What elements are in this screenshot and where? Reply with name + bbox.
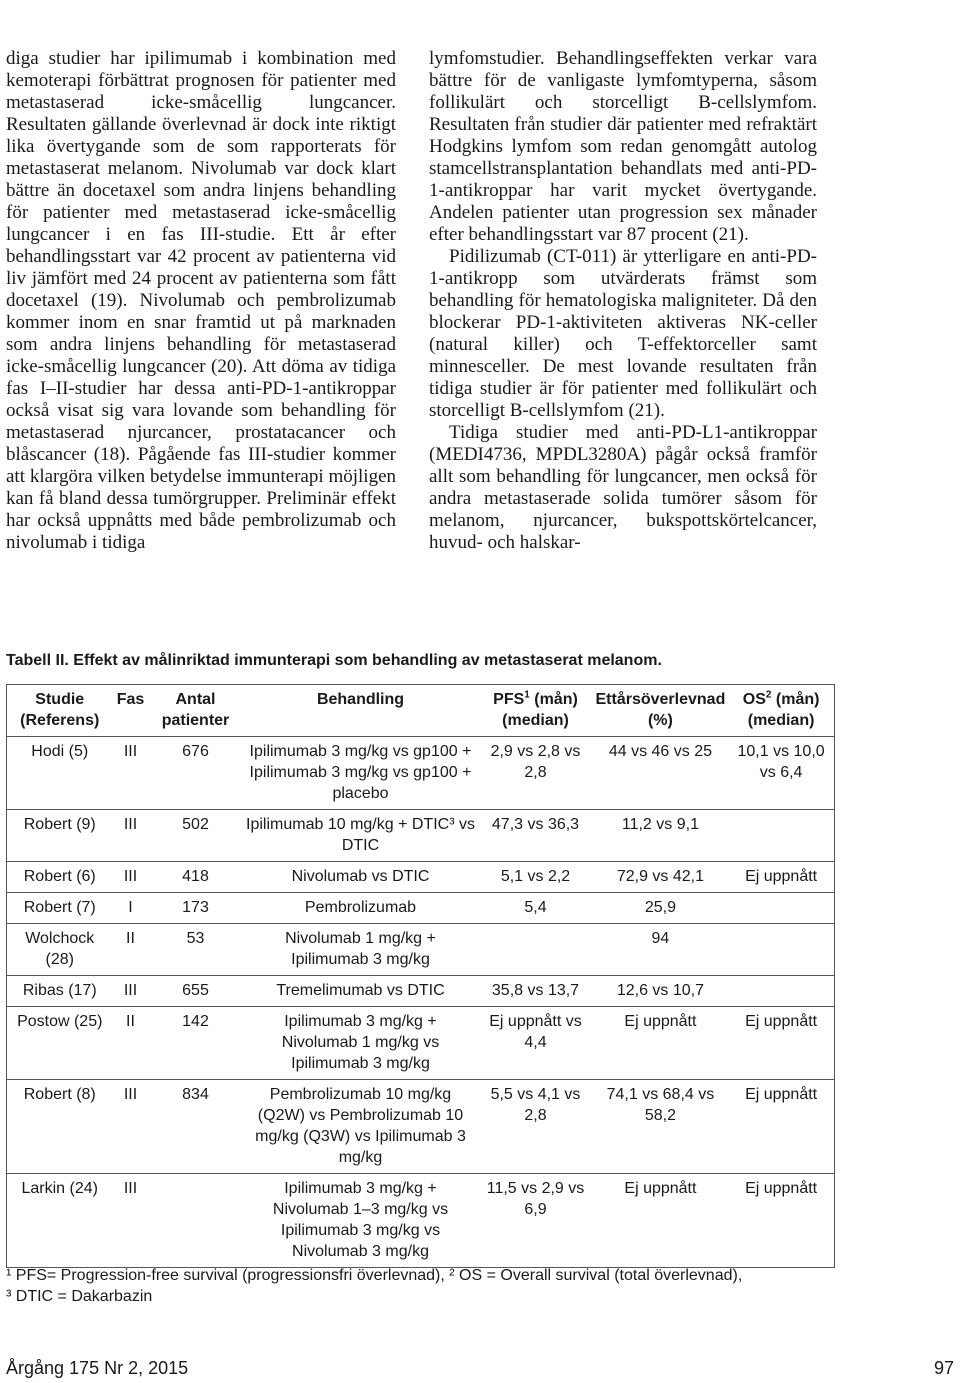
- table-cell-ettar: Ej uppnått: [593, 1007, 729, 1080]
- table-footnote: [6, 1265, 906, 1307]
- table-cell-antal: 676: [149, 737, 243, 810]
- table-cell-pfs: Ej uppnått vs 4,4: [479, 1007, 593, 1080]
- table-cell-behandling: Ipilimumab 3 mg/kg vs gp100 + Ipilimumab 3 mg/kg vs gp100 + placebo: [243, 737, 479, 810]
- table-cell-fas: III: [113, 737, 149, 810]
- table-body: [7, 737, 835, 1268]
- table-cell-ettar: Ej uppnått: [593, 1174, 729, 1268]
- table-cell-ettar: 44 vs 46 vs 25: [593, 737, 729, 810]
- table-cell-pfs: 2,9 vs 2,8 vs 2,8: [479, 737, 593, 810]
- table-cell-behandling: Nivolumab vs DTIC: [243, 862, 479, 893]
- table-cell-os: Ej uppnått: [728, 1007, 834, 1080]
- table-row: [7, 924, 835, 976]
- table-cell-fas: III: [113, 1174, 149, 1268]
- header-pfs-sup: 1: [524, 689, 530, 701]
- table-cell-os: [728, 893, 834, 924]
- table-cell-behandling: Ipilimumab 3 mg/kg + Nivolumab 1 mg/kg vs Ipilimumab 3 mg/kg: [243, 1007, 479, 1080]
- header-pfs-label: PFS: [493, 691, 525, 708]
- table-cell-antal: 53: [149, 924, 243, 976]
- table-row: [7, 893, 835, 924]
- table-cell-behandling: Ipilimumab 10 mg/kg + DTIC³ vs DTIC: [243, 810, 479, 862]
- footnote-line-2: ³ DTIC = Dakarbazin: [6, 1288, 153, 1305]
- table-cell-behandling: Pembrolizumab: [243, 893, 479, 924]
- table-cell-antal: 502: [149, 810, 243, 862]
- table-cell-studie: Robert (8): [7, 1080, 113, 1174]
- table-row: [7, 1007, 835, 1080]
- right-text-column: [429, 48, 817, 554]
- header-os-sup: 2: [765, 689, 772, 701]
- table-cell-antal: 142: [149, 1007, 243, 1080]
- table-cell-fas: III: [113, 976, 149, 1007]
- table-cell-ettar: 11,2 vs 9,1: [593, 810, 729, 862]
- table-cell-fas: III: [113, 810, 149, 862]
- table-header-row: [7, 685, 835, 737]
- table-row: [7, 1080, 835, 1174]
- table-cell-antal: [149, 1174, 243, 1268]
- table-row: [7, 862, 835, 893]
- right-paragraph-3: Tidiga studier med anti-PD-L1-antikroppar (MEDI4736, MPDL3280A) pågår också framför allt som behandling för lungcancer, men också för andra metastaserade solida tumörer såsom för melanom, njurcancer, bukspottskörtelcancer, huvud- och halskar-: [429, 422, 817, 553]
- left-paragraph: diga studier har ipilimumab i kombination med kemoterapi förbättrat prognosen för patienter med metastaserad icke-småcellig lungcancer. Resultaten gällande överlevnad är dock inte riktigt lika övertygande som de som rapporterats för metastaserat melanom. Nivolumab var dock klart bättre än docetaxel som andra linjens behandling för patienter med metastaserad icke-småcellig lungcancer i en fas III-studie. Ett år efter behandlingsstart var 42 procent av patienterna vid liv jämfört med 24 procent av patienterna som fått docetaxel (19). Nivolumab och pembrolizumab kommer inom en snar framtid ut på marknaden som andra linjens behandling för metastaserad icke-småcellig lungcancer (20). Att döma av tidiga fas I–II-studier har dessa anti-PD-1-antikroppar också visat sig vara lovande som behandling för metastaserad njurcancer, prostatacancer och blåscancer (18). Pågående fas III-studier kommer att klargöra vilken betydelse immunterapi möjligen kan få bland dessa tumörgrupper. Preliminär effekt har också uppnåtts med både pembrolizumab och nivolumab i tidiga: [6, 48, 396, 553]
- header-fas: Fas: [113, 685, 149, 737]
- header-behandling: Behandling: [243, 685, 479, 737]
- table-cell-pfs: 5,4: [479, 893, 593, 924]
- header-ettar: Ettårsöverlevnad (%): [593, 685, 729, 737]
- right-paragraph-1: lymfomstudier. Behandlingseffekten verkar vara bättre för de vanligaste lymfomtyperna, såsom follikulärt och storcelligt B-cellslymfom. Resultaten från studier där patienter med refraktärt Hodgkins lymfom som redan genomgått autolog stamcellstransplantation behandlats med anti-PD-1-antikroppar har varit mycket övertygande. Andelen patienter utan progression sex månader efter behandlingsstart var 87 procent (21).: [429, 48, 817, 245]
- table-cell-studie: Hodi (5): [7, 737, 113, 810]
- table-cell-antal: 418: [149, 862, 243, 893]
- table-cell-ettar: 25,9: [593, 893, 729, 924]
- table-cell-fas: III: [113, 1080, 149, 1174]
- table-cell-ettar: 12,6 vs 10,7: [593, 976, 729, 1007]
- table-caption: Tabell II. Effekt av målinriktad immunterapi som behandling av metastaserat melanom.: [6, 652, 662, 669]
- table-cell-studie: Robert (9): [7, 810, 113, 862]
- table-cell-studie: Postow (25): [7, 1007, 113, 1080]
- header-pfs: [479, 685, 593, 737]
- table-cell-pfs: 47,3 vs 36,3: [479, 810, 593, 862]
- table-cell-pfs: [479, 924, 593, 976]
- table-row: [7, 810, 835, 862]
- footer-issue: Årgång 175 Nr 2, 2015: [6, 1358, 189, 1378]
- table-cell-studie: Larkin (24): [7, 1174, 113, 1268]
- table-cell-os: Ej uppnått: [728, 862, 834, 893]
- table-cell-os: [728, 924, 834, 976]
- table-row: [7, 1174, 835, 1268]
- table-cell-antal: 173: [149, 893, 243, 924]
- header-studie: Studie (Referens): [7, 685, 113, 737]
- table-cell-behandling: Pembrolizumab 10 mg/kg (Q2W) vs Pembrolizumab 10 mg/kg (Q3W) vs Ipilimumab 3 mg/kg: [243, 1080, 479, 1174]
- table-cell-studie: Wolchock (28): [7, 924, 113, 976]
- left-text-column: [6, 48, 396, 554]
- table-cell-ettar: 72,9 vs 42,1: [593, 862, 729, 893]
- table-cell-antal: 834: [149, 1080, 243, 1174]
- footnote-line-1: ¹ PFS= Progression-free survival (progressionsfri överlevnad), ² OS = Overall survival (total överlevnad),: [6, 1267, 743, 1284]
- table-cell-os: [728, 976, 834, 1007]
- table-row: [7, 737, 835, 810]
- table-cell-pfs: 5,1 vs 2,2: [479, 862, 593, 893]
- header-antal: Antal patienter: [149, 685, 243, 737]
- table-cell-behandling: Tremelimumab vs DTIC: [243, 976, 479, 1007]
- table-row: [7, 976, 835, 1007]
- table-cell-studie: Robert (7): [7, 893, 113, 924]
- table-cell-fas: II: [113, 924, 149, 976]
- header-os-label: OS: [742, 691, 766, 708]
- table-cell-pfs: 5,5 vs 4,1 vs 2,8: [479, 1080, 593, 1174]
- table-cell-fas: II: [113, 1007, 149, 1080]
- table-cell-os: 10,1 vs 10,0 vs 6,4: [728, 737, 834, 810]
- table-cell-os: Ej uppnått: [728, 1174, 834, 1268]
- table-cell-fas: III: [113, 862, 149, 893]
- table-cell-behandling: Nivolumab 1 mg/kg + Ipilimumab 3 mg/kg: [243, 924, 479, 976]
- table-cell-ettar: 74,1 vs 68,4 vs 58,2: [593, 1080, 729, 1174]
- table-cell-studie: Robert (6): [7, 862, 113, 893]
- footer-page-number: 97: [933, 1358, 954, 1378]
- table-cell-studie: Ribas (17): [7, 976, 113, 1007]
- table-cell-fas: I: [113, 893, 149, 924]
- table-cell-antal: 655: [149, 976, 243, 1007]
- table-cell-behandling: Ipilimumab 3 mg/kg + Nivolumab 1–3 mg/kg vs Ipilimumab 3 mg/kg vs Nivolumab 3 mg/kg: [243, 1174, 479, 1268]
- header-pfs-unit: (mån) (median): [502, 691, 578, 729]
- table-cell-os: [728, 810, 834, 862]
- table-cell-pfs: 35,8 vs 13,7: [479, 976, 593, 1007]
- table-cell-os: Ej uppnått: [728, 1080, 834, 1174]
- right-paragraph-2: Pidilizumab (CT-011) är ytterligare en anti-PD-1-antikropp som utvärderats främst som behandling för hematologiska maligniteter. Då den blockerar PD-1-aktiviteten aktiveras NK-celler (natural killer) och T-effektorceller samt minnesceller. De mest lovande resultaten från tidiga studier är för patienter med follikulärt och storcelligt B-cellslymfom (21).: [429, 246, 817, 421]
- table-cell-ettar: 94: [593, 924, 729, 976]
- table-cell-pfs: 11,5 vs 2,9 vs 6,9: [479, 1174, 593, 1268]
- header-os-unit: (mån) (median): [747, 691, 820, 729]
- results-table: [6, 684, 835, 1268]
- header-os: [728, 685, 834, 737]
